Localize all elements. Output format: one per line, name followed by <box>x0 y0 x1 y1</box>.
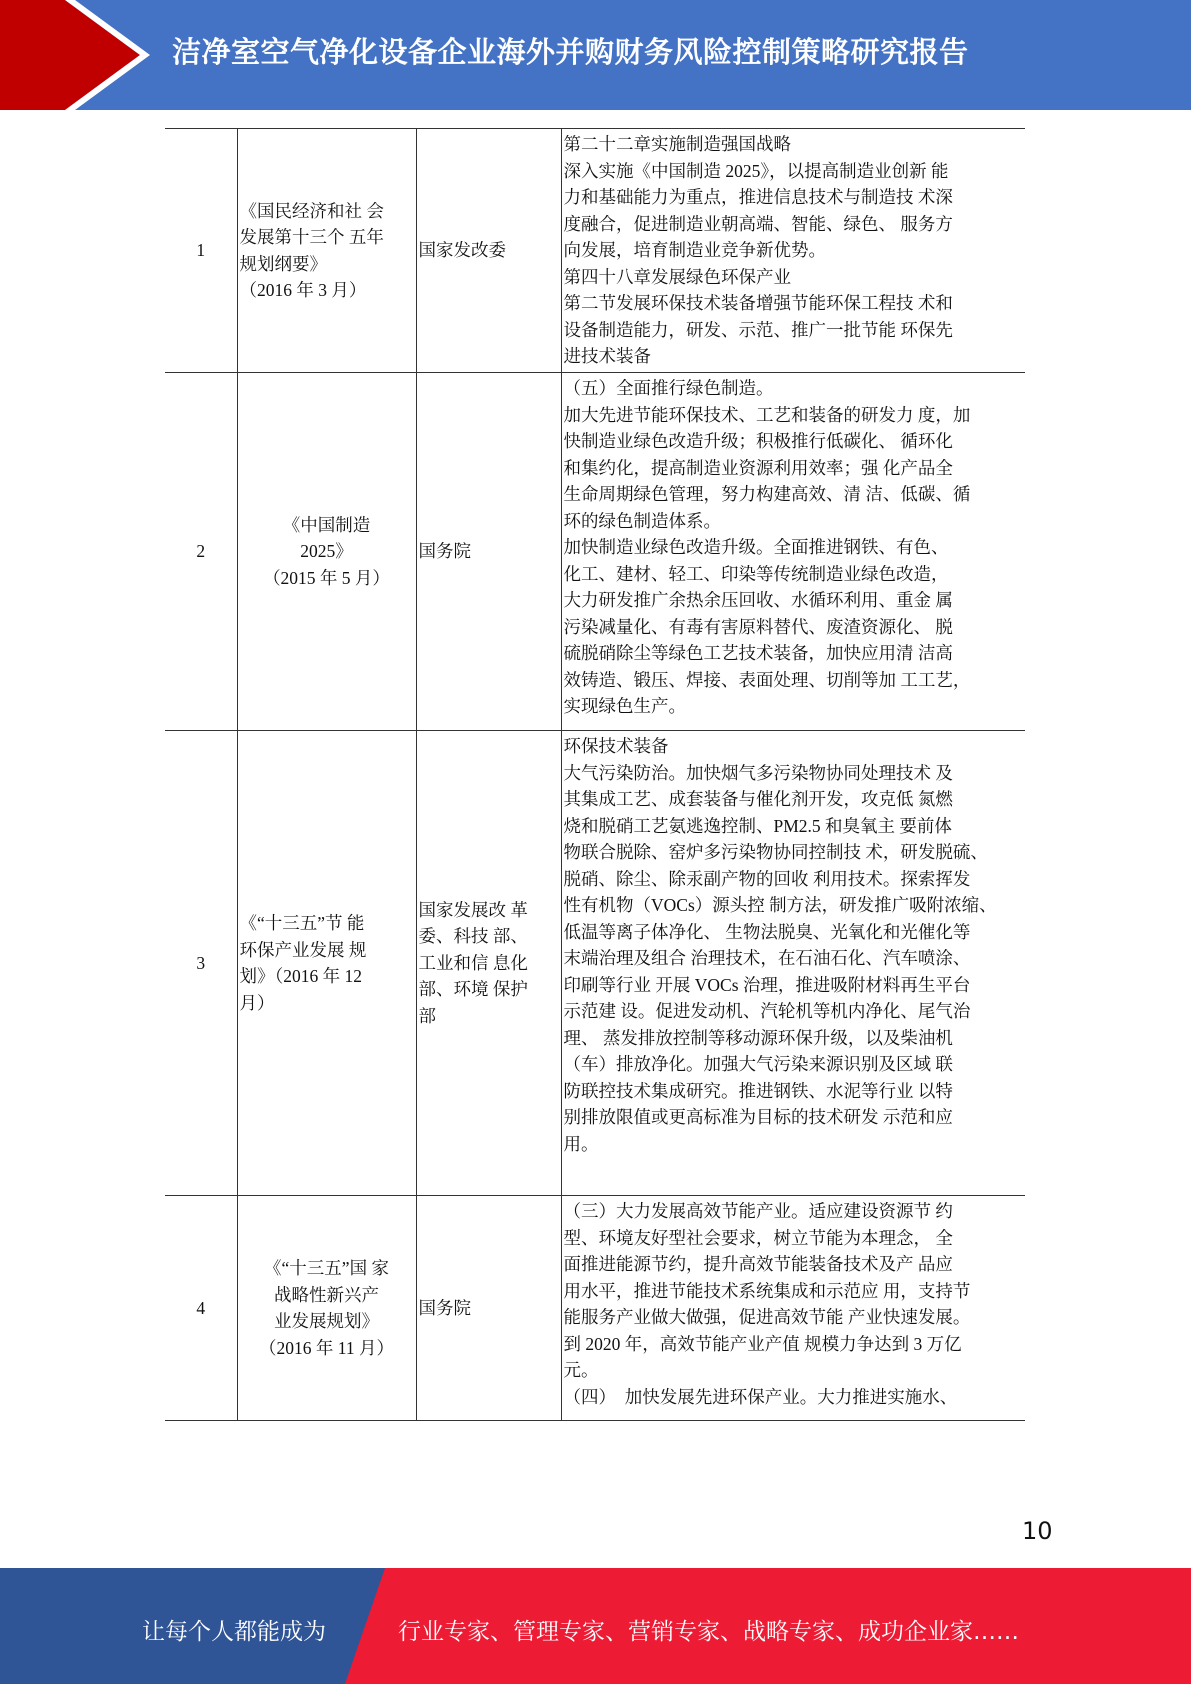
cell-line: 生命周期绿色管理，努力构建高效、清 洁、低碳、循 <box>563 484 971 504</box>
table-row <box>165 373 1025 731</box>
cell-line: 第四十八章发展绿色环保产业 <box>563 266 791 287</box>
cell-line: 污染减量化、有毒有害原料替代、废渣资源化、 脱 <box>563 616 953 637</box>
row-number: 4 <box>196 1297 206 1318</box>
cell-line: 大气污染防治。加快烟气多污染物协同处理技术 及 <box>563 762 953 783</box>
report-title: 洁净室空气净化设备企业海外并购财务风险控制策略研究报告 <box>172 35 969 69</box>
cell-line: 《中国制造 <box>282 514 371 535</box>
cell-line: 印刷等行业 开展 VOCs 治理，推进吸附材料再生平台 <box>563 974 971 995</box>
footer-slogan-right: 行业专家、管理专家、营销专家、战略专家、成功企业家…… <box>398 1619 1019 1645</box>
cell-line: （三）大力发展高效节能产业。适应建设资源节 约 <box>563 1201 953 1221</box>
cell-line: 环的绿色制造体系。 <box>563 510 721 531</box>
cell-line: 划》（2016 年 12 <box>239 966 362 986</box>
cell-line: 战略性新兴产 <box>274 1284 379 1305</box>
table-row <box>165 129 1025 373</box>
cell-issuer <box>416 129 561 373</box>
cell-issuer <box>416 731 561 1196</box>
cell-line: 《“十三五”节 能 <box>239 913 365 933</box>
cell-line: 第二节发展环保技术装备增强节能环保工程技 术和 <box>563 293 953 313</box>
cell-line: 快制造业绿色改造升级；积极推行低碳化、 循环化 <box>563 431 953 451</box>
cell-line: 和集约化，提高制造业资源利用效率；强 化产品全 <box>563 457 953 478</box>
cell-line: （五）全面推行绿色制造。 <box>563 378 774 398</box>
cell-line: 第二十二章实施制造强国战略 <box>563 134 791 154</box>
cell-line: 低温等离子体净化、 生物法脱臭、光氧化和光催化等 <box>563 921 971 942</box>
cell-line: 国家发改委 <box>418 240 506 261</box>
cell-line: 部 <box>418 1005 436 1026</box>
cell-content <box>561 373 1025 731</box>
cell-line: 度融合，促进制造业朝高端、智能、绿色、 服务方 <box>563 213 953 234</box>
cell-line: 烧和脱硝工艺氨逃逸控制、PM2.5 和臭氧主 要前体 <box>563 815 952 836</box>
cell-line: （2016 年 11 月） <box>259 1337 394 1358</box>
cell-line: 到 2020 年，高效节能产业产值 规模力争达到 3 万亿 <box>563 1333 962 1354</box>
cell-line: 进技术装备 <box>563 346 651 366</box>
cell-line: 硫脱硝除尘等绿色工艺技术装备，加快应用清 洁高 <box>563 643 953 663</box>
cell-line: 加大先进节能环保技术、工艺和装备的研发力 度，加 <box>563 404 971 425</box>
cell-line: 型、环境友好型社会要求，树立节能为本理念， 全 <box>563 1227 953 1248</box>
table-row <box>165 731 1025 1196</box>
cell-line: （2016 年 3 月） <box>239 280 367 300</box>
page-footer <box>0 1568 1191 1684</box>
cell-line: 《“十三五”国 家 <box>264 1258 389 1278</box>
cell-line: 部、环境 保护 <box>418 979 528 1000</box>
row-number: 3 <box>196 952 206 973</box>
cell-line: 能服务产业做大做强，促进高效节能 产业快速发展。 <box>563 1307 971 1327</box>
cell-content <box>561 731 1025 1196</box>
cell-line: 其集成工艺、成套装备与催化剂开发，攻克低 氮燃 <box>563 789 953 809</box>
page-header <box>0 0 1191 110</box>
cell-line: 大力研发推广余热余压回收、水循环利用、重金 属 <box>563 590 953 610</box>
cell-line: 元。 <box>563 1360 599 1380</box>
footer-slogan-left: 让每个人都能成为 <box>142 1619 326 1645</box>
cell-content <box>561 1196 1025 1421</box>
cell-line: 2025》 <box>300 541 353 562</box>
cell-policy-name <box>237 1196 416 1421</box>
cell-line: 理、 蒸发排放控制等移动源环保升级，以及柴油机 <box>563 1027 953 1048</box>
cell-number <box>165 1196 237 1421</box>
cell-issuer <box>416 373 561 731</box>
cell-line: 环保技术装备 <box>563 736 669 756</box>
cell-number <box>165 731 237 1196</box>
cell-line: 加快制造业绿色改造升级。全面推进钢铁、有色、 <box>563 537 949 557</box>
cell-line: 物联合脱除、窑炉多污染物协同控制技 术，研发脱硫、 <box>563 842 988 862</box>
cell-line: 委、科技 部、 <box>418 926 528 947</box>
cell-line: 实现绿色生产。 <box>563 696 686 716</box>
cell-line: 国务院 <box>418 1297 471 1318</box>
cell-line: 深入实施《中国制造 2025》，以提高制造业创新 能 <box>563 160 949 181</box>
cell-line: 用。 <box>563 1133 599 1154</box>
cell-line: 末端治理及组合 治理技术，在石油石化、汽车喷涂、 <box>563 948 971 968</box>
row-number: 2 <box>196 541 206 562</box>
cell-line: 规划纲要》 <box>239 253 327 274</box>
cell-line: 用水平，推进节能技术系统集成和示范应 用，支持节 <box>563 1280 971 1301</box>
cell-line: 脱硝、除尘、除汞副产物的回收 利用技术。探索挥发 <box>563 868 971 889</box>
cell-line: 防联控技术集成研究。推进钢铁、水泥等行业 以特 <box>563 1080 953 1101</box>
cell-line: 力和基础能力为重点，推进信息技术与制造技 术深 <box>563 187 953 207</box>
cell-line: 发展第十三个 五年 <box>239 227 384 247</box>
cell-line: 向发展，培育制造业竞争新优势。 <box>563 240 826 260</box>
row-number: 1 <box>196 240 206 261</box>
cell-line: 国务院 <box>418 541 471 562</box>
cell-line: （车）排放净化。加强大气污染来源识别及区域 联 <box>563 1054 953 1074</box>
policy-table <box>165 128 1025 1421</box>
cell-content <box>561 129 1025 373</box>
header-red-chevron <box>0 0 140 110</box>
cell-line: 面推进能源节约，提升高效节能装备技术及产 品应 <box>563 1254 953 1274</box>
cell-line: 设备制造能力，研发、示范、推广一批节能 环保先 <box>563 319 953 340</box>
cell-line: 化工、建材、轻工、印染等传统制造业绿色改造， <box>563 563 949 584</box>
cell-line: 工业和信 息化 <box>418 952 528 973</box>
cell-policy-name <box>237 129 416 373</box>
cell-issuer <box>416 1196 561 1421</box>
cell-policy-name <box>237 373 416 731</box>
cell-line: 环保产业发展 规 <box>239 939 367 960</box>
page-number: 10 <box>1022 1517 1053 1545</box>
cell-line: 性有机物（VOCs）源头控 制方法，研发推广吸附浓缩、 <box>563 895 997 915</box>
cell-line: 国家发展改 革 <box>418 899 528 920</box>
cell-number <box>165 129 237 373</box>
cell-line: 效铸造、锻压、焊接、表面处理、切削等加 工工艺， <box>563 669 971 690</box>
cell-line: 示范建 设。促进发动机、汽轮机等机内净化、尾气治 <box>563 1001 971 1021</box>
cell-line: （2015 年 5 月） <box>263 567 390 588</box>
table-row <box>165 1196 1025 1421</box>
cell-line: 《国民经济和社 会 <box>239 200 384 221</box>
cell-line: （四） 加快发展先进环保产业。大力推进实施水、 <box>563 1386 958 1407</box>
cell-line: 业发展规划》 <box>274 1311 379 1331</box>
cell-policy-name <box>237 731 416 1196</box>
cell-line: 月） <box>239 992 275 1013</box>
cell-line: 别排放限值或更高标准为目标的技术研发 示范和应 <box>563 1107 953 1127</box>
cell-number <box>165 373 237 731</box>
